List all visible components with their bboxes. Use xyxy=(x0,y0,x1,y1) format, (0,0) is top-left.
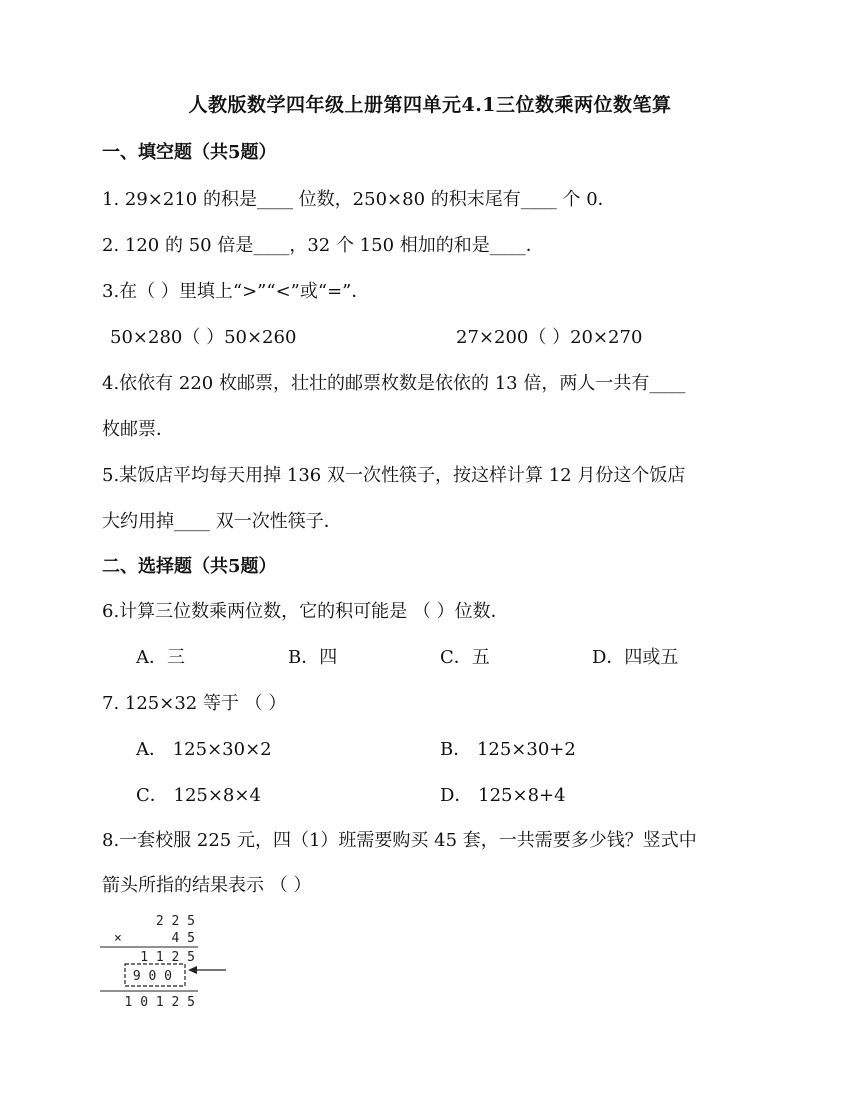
multiplier: 4 5 xyxy=(171,931,195,946)
multiply-sign: × xyxy=(114,931,122,946)
multiplicand: 2 2 5 xyxy=(155,914,195,929)
question-6: 6.计算三位数乘两位数，它的积可能是 （ ）位数． xyxy=(102,601,509,622)
question-5-line-1: 5.某饭店平均每天用掉 136 双一次性筷子，按这样计算 12 月份这个饭店 xyxy=(102,465,686,486)
question-7-option-a: A． 125×30×2 xyxy=(136,739,272,760)
section-heading-multiple-choice: 二、选择题（共5题） xyxy=(102,556,277,577)
question-5-line-2: 大约用掉____ 双一次性筷子． xyxy=(102,511,342,532)
question-3-compare-b: 27×200（ ）20×270 xyxy=(456,327,643,348)
section-heading-fill-blank: 一、填空题（共5题） xyxy=(102,142,277,163)
question-1: 1. 29×210 的积是____ 位数，250×80 的积末尾有____ 个 0． xyxy=(102,189,616,210)
question-3: 3.在（ ）里填上“>”“<”或“=”． xyxy=(102,281,370,302)
question-7-option-c: C． 125×8×4 xyxy=(136,785,261,806)
question-4-line-2: 枚邮票． xyxy=(102,419,174,440)
question-6-option-b: B．四 xyxy=(288,647,338,668)
question-7-option-d: D． 125×8+4 xyxy=(440,785,566,806)
question-6-option-c: C．五 xyxy=(440,647,490,668)
question-7-option-b: B． 125×30+2 xyxy=(440,739,576,760)
question-7: 7. 125×32 等于 （ ） xyxy=(102,693,287,714)
question-3-compare-a: 50×280（ ）50×260 xyxy=(110,327,297,348)
partial-product-2: 9 0 0 xyxy=(132,969,172,984)
question-4-line-1: 4.依依有 220 枚邮票，壮壮的邮票枚数是依依的 13 倍，两人一共有____ xyxy=(102,373,686,394)
question-6-option-d: D．四或五 xyxy=(592,647,679,668)
question-8-line-1: 8.一套校服 225 元，四（1）班需要购买 45 套，一共需要多少钱？竖式中 xyxy=(102,830,697,851)
question-6-option-a: A．三 xyxy=(136,647,185,668)
final-product: 1 0 1 2 5 xyxy=(124,995,195,1010)
question-2: 2. 120 的 50 倍是____，32 个 150 相加的和是____． xyxy=(102,235,544,256)
vertical-multiplication-figure xyxy=(100,910,240,1015)
question-8-line-2: 箭头所指的结果表示 （ ） xyxy=(102,875,312,896)
page-title: 人教版数学四年级上册第四单元4.1三位数乘两位数笔算 xyxy=(188,94,672,116)
arrow-head-icon xyxy=(188,966,197,974)
partial-product-1: 1 1 2 5 xyxy=(140,950,195,965)
